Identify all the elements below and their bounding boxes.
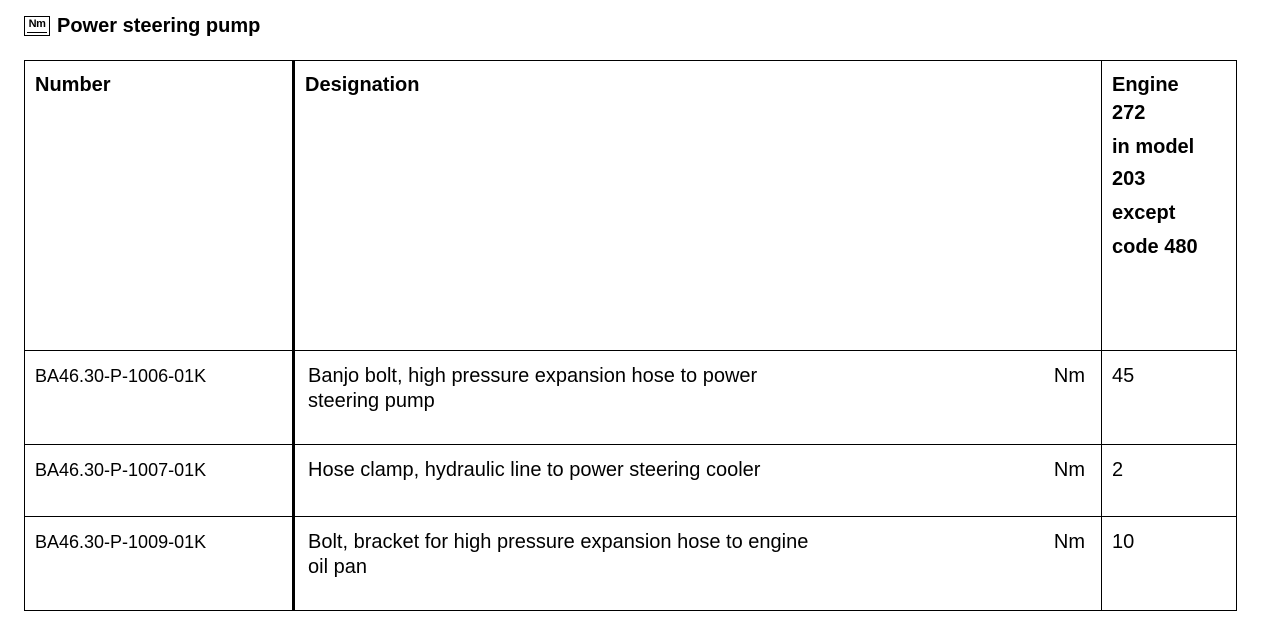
cell-designation (294, 517, 1102, 611)
page-title: Power steering pump (57, 15, 261, 37)
torque-spec-table (24, 60, 1237, 611)
header-engine (1102, 61, 1237, 351)
header-engine-line: Engine (1112, 74, 1179, 96)
cell-value: 45 (1102, 351, 1237, 445)
cell-designation (294, 445, 1102, 517)
header-engine-line: except (1112, 202, 1176, 224)
header-engine-line: 203 (1112, 168, 1146, 190)
table-row (25, 351, 1237, 445)
table-row (25, 445, 1237, 517)
cell-value: 10 (1102, 517, 1237, 611)
designation-text: Bolt, bracket for high pressure expansion hose to engine oil pan (308, 531, 809, 578)
header-engine-line: code 480 (1112, 236, 1198, 258)
table-row (25, 517, 1237, 611)
designation-text: Banjo bolt, high pressure expansion hose to power steering pump (308, 365, 758, 412)
unit-label: Nm (1053, 459, 1085, 481)
torque-nm-icon: Nm (24, 16, 50, 36)
unit-label: Nm (1053, 531, 1085, 553)
cell-number: BA46.30-P-1009-01K (25, 517, 294, 611)
header-designation: Designation (294, 61, 1102, 351)
designation-text: Hose clamp, hydraulic line to power steering cooler (308, 459, 761, 481)
section-title-row (24, 14, 260, 38)
header-engine-line: in model (1112, 136, 1195, 158)
table-header-row (25, 61, 1237, 351)
cell-number: BA46.30-P-1007-01K (25, 445, 294, 517)
cell-number: BA46.30-P-1006-01K (25, 351, 294, 445)
cell-designation (294, 351, 1102, 445)
cell-value: 2 (1102, 445, 1237, 517)
unit-label: Nm (1053, 365, 1085, 387)
header-engine-line: 272 (1112, 102, 1146, 124)
header-number: Number (25, 61, 294, 351)
